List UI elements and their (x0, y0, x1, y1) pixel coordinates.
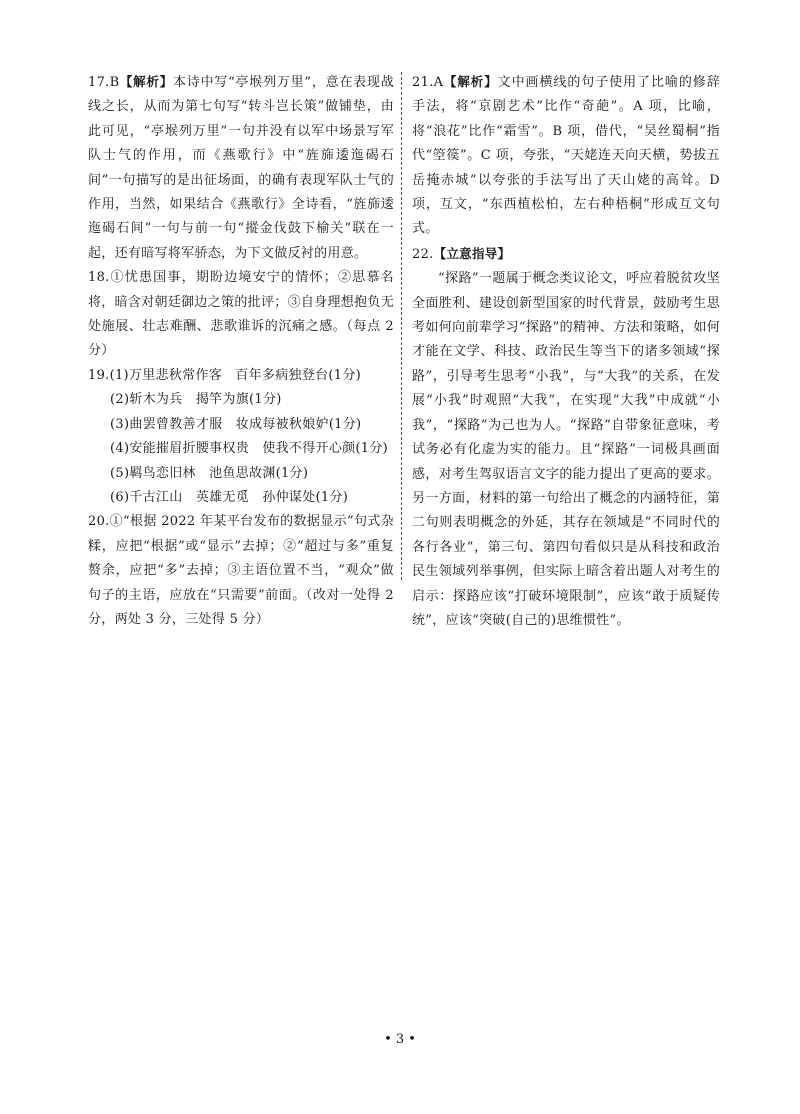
answer-18 (88, 266, 394, 364)
answer-19-line-6: (6)千古江山 英雄无觅 孙仲谋处(1分) (110, 489, 349, 505)
answer-19-line-2: (2)斩木为兵 揭竿为旗(1分) (110, 392, 282, 408)
column-divider (401, 72, 402, 580)
answer-21 (412, 70, 720, 242)
answer-21-number: 21.A (412, 75, 444, 90)
answer-17-paragraph (88, 70, 394, 266)
left-column (88, 70, 394, 632)
answer-19 (88, 364, 394, 510)
answer-19-line-1: (1)万里悲秋常作客 百年多病独登台(1分) (109, 367, 362, 383)
answer-18-number: 18. (88, 270, 110, 286)
answer-19-first-line (88, 364, 394, 388)
answer-20-paragraph (88, 510, 394, 632)
answer-18-text: ①忧患国事，期盼边境安宁的情怀；②思慕名将，暗含对朝廷御边之策的批评；③自身理想抱负无处施展、壮志难酬、悲歌谁诉的沉痛之感。（每点 2 分） (88, 270, 394, 359)
answer-22 (412, 242, 720, 634)
answer-20-number: 20. (88, 514, 110, 530)
answer-19-line-5: (5)羁鸟恋旧林 池鱼思故渊(1分) (110, 465, 309, 481)
answer-22-number: 22. (412, 246, 434, 262)
answer-21-paragraph (412, 70, 720, 242)
answer-19-number: 19. (88, 367, 110, 383)
answer-19-line-3: (3)曲罢曾教善才服 妆成每被秋娘妒(1分) (110, 416, 362, 432)
answer-18-paragraph (88, 266, 394, 364)
answer-21-tag: 【解析】 (443, 74, 498, 89)
right-column (412, 70, 720, 633)
answer-17-text: 本诗中写“亭堠列万里”，意在表现战线之长，从而为第七句写“转斗岂长策”做铺垫，由此可见，“亭堠列万里”一句并没有以军中场景写军队士气的作用，而《燕歌行》中“旌旆逶迤碣石间”一句描写的是出征场面，的确有表现军队士气的作用，当然，如果结合《燕歌行》全诗看，“旌旆逶迤碣石间”一句与前一句“摐金伐鼓下榆关”联在一起，还有暗写将军骄态，为下文做反衬的用意。 (88, 75, 394, 261)
page-number: • 3 • (384, 1032, 416, 1047)
answer-22-tag: 【立意指导】 (433, 245, 511, 261)
answer-22-heading (412, 242, 720, 267)
answer-21-text: 文中画横线的句子使用了比喻的修辞手法，将“京剧艺术”比作“奇葩”。A 项，比喻，将“浪花”比作“霜雪”。B 项，借代，“吴丝蜀桐”指代“箜篌”。C 项，夸张，“天姥连天向天横，势拔五岳掩赤城”以夸张的手法写出了天山姥的高耸。D 项，互文，“东西植松柏，左右种梧桐”形成互文句式。 (412, 75, 720, 237)
answer-20 (88, 510, 394, 632)
answer-17 (88, 70, 394, 266)
answer-22-text: “探路”一题属于概念类议论文，呼应着脱贫攻坚全面胜利、建设创新型国家的时代背景，鼓励考生思考如何向前辈学习“探路”的精神、方法和策略，如何才能在文学、科技、政治民生等当下的诸多领域“探路”，引导考生思考“小我”，与“大我”的关系，在发展“小我”时观照“大我”，在实现“大我”中成就“小我”，“探路”为己也为人。“探路”自带象征意味，考试务必有化虚为实的能力。且“探路”一词极具画面感，对考生驾驭语言文字的能力提出了更高的要求。另一方面，材料的第一句给出了概念的内涵特征，第二句则表明概念的外延，其存在领域是“不同时代的各行各业”，第三句、第四句看似只是从科技和政治民生领域列举事例，但实际上暗含着出题人对考生的启示：探路应该“打破环境限制”，应该“敢于质疑传统”，应该“突破(自己的)思维惯性”。 (412, 271, 720, 628)
answer-17-tag: 【解析】 (119, 74, 174, 89)
answer-17-number: 17.B (88, 75, 120, 90)
answer-19-line-4: (4)安能摧眉折腰事权贵 使我不得开心颜(1分) (110, 441, 389, 457)
answer-20-text: ①“根据 2022 年某平台发布的数据显示”句式杂糅，应把“根据”或“显示”去掉；②“超过与多”重复赘余，应把“多”去掉；③主语位置不当，“观众”做句子的主语，应放在“只需要”前面。（改对一处得 2 分，两处 3 分，三处得 5 分） (88, 514, 394, 627)
